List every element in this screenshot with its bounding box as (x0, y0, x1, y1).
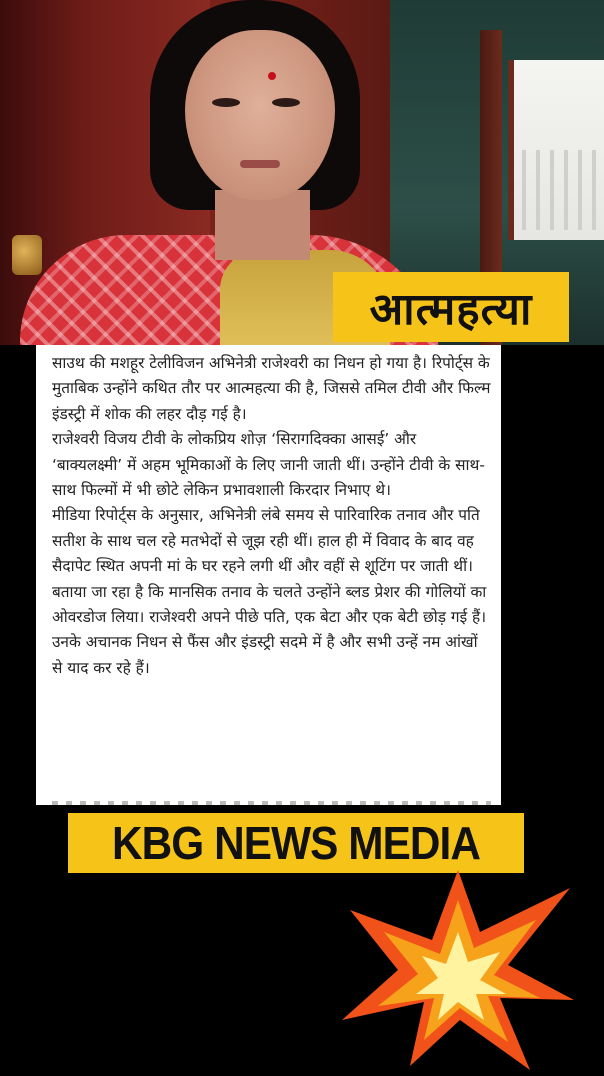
photo-window (508, 60, 604, 240)
article-paragraph: राजेश्वरी विजय टीवी के लोकप्रिय शोज़ ‘सिरागदिक्का आसई’ और ‘बाक्यलक्ष्मी’ में अहम भूमिकाओं के लिए जानी जाती थीं। उन्होंने टीवी के साथ-साथ फिल्मों में भी छोटे लेकिन प्रभावशाली किरदार निभाए थे। (52, 430, 485, 500)
person-mouth (240, 160, 280, 168)
article-card (36, 345, 501, 805)
person-neck (215, 190, 310, 260)
door-handle (12, 235, 42, 275)
window-bars (522, 150, 604, 230)
brand-banner (68, 813, 524, 873)
person-bindi (268, 72, 276, 80)
person-eye-left (212, 98, 240, 107)
headline-tag (333, 272, 569, 342)
brand-label: KBG NEWS MEDIA (112, 817, 480, 869)
article-cutoff-line (52, 801, 491, 805)
headline-tag-label: आत्महत्या (369, 284, 533, 335)
explosion-icon (340, 870, 575, 1070)
article-paragraph: साउथ की मशहूर टेलीविजन अभिनेत्री राजेश्वरी का निधन हो गया है। रिपोर्ट्स के मुताबिक उन्होंने कथित तौर पर आत्महत्या की है, जिससे तमिल टीवी और फिल्म इंडस्ट्री में शोक की लहर दौड़ गई है। (52, 354, 491, 423)
person-face (185, 30, 335, 200)
person-eye-right (272, 98, 300, 107)
article-paragraph: बताया जा रहा है कि मानसिक तनाव के चलते उन्होंने ब्लड प्रेशर की गोलियों का ओवरडोज लिया। राजेश्वरी अपने पीछे पति, एक बेटा और एक बेटी छोड़ गई हैं। (52, 582, 487, 627)
article-paragraph: उनके अचानक निधन से फैंस और इंडस्ट्री सदमे में है और सभी उन्हें नम आंखों से याद कर रहे हैं। (52, 633, 478, 677)
article-paragraph: मीडिया रिपोर्ट्स के अनुसार, अभिनेत्री लंबे समय से पारिवारिक तनाव और पति सतीश के साथ चल रहे मतभेदों से जूझ रही थीं। हाल ही में विवाद के बाद वह सैदापेट स्थित अपनी मां के घर रहने लगी थीं और वहीं से शूटिंग पर जाती थीं। (52, 506, 480, 576)
